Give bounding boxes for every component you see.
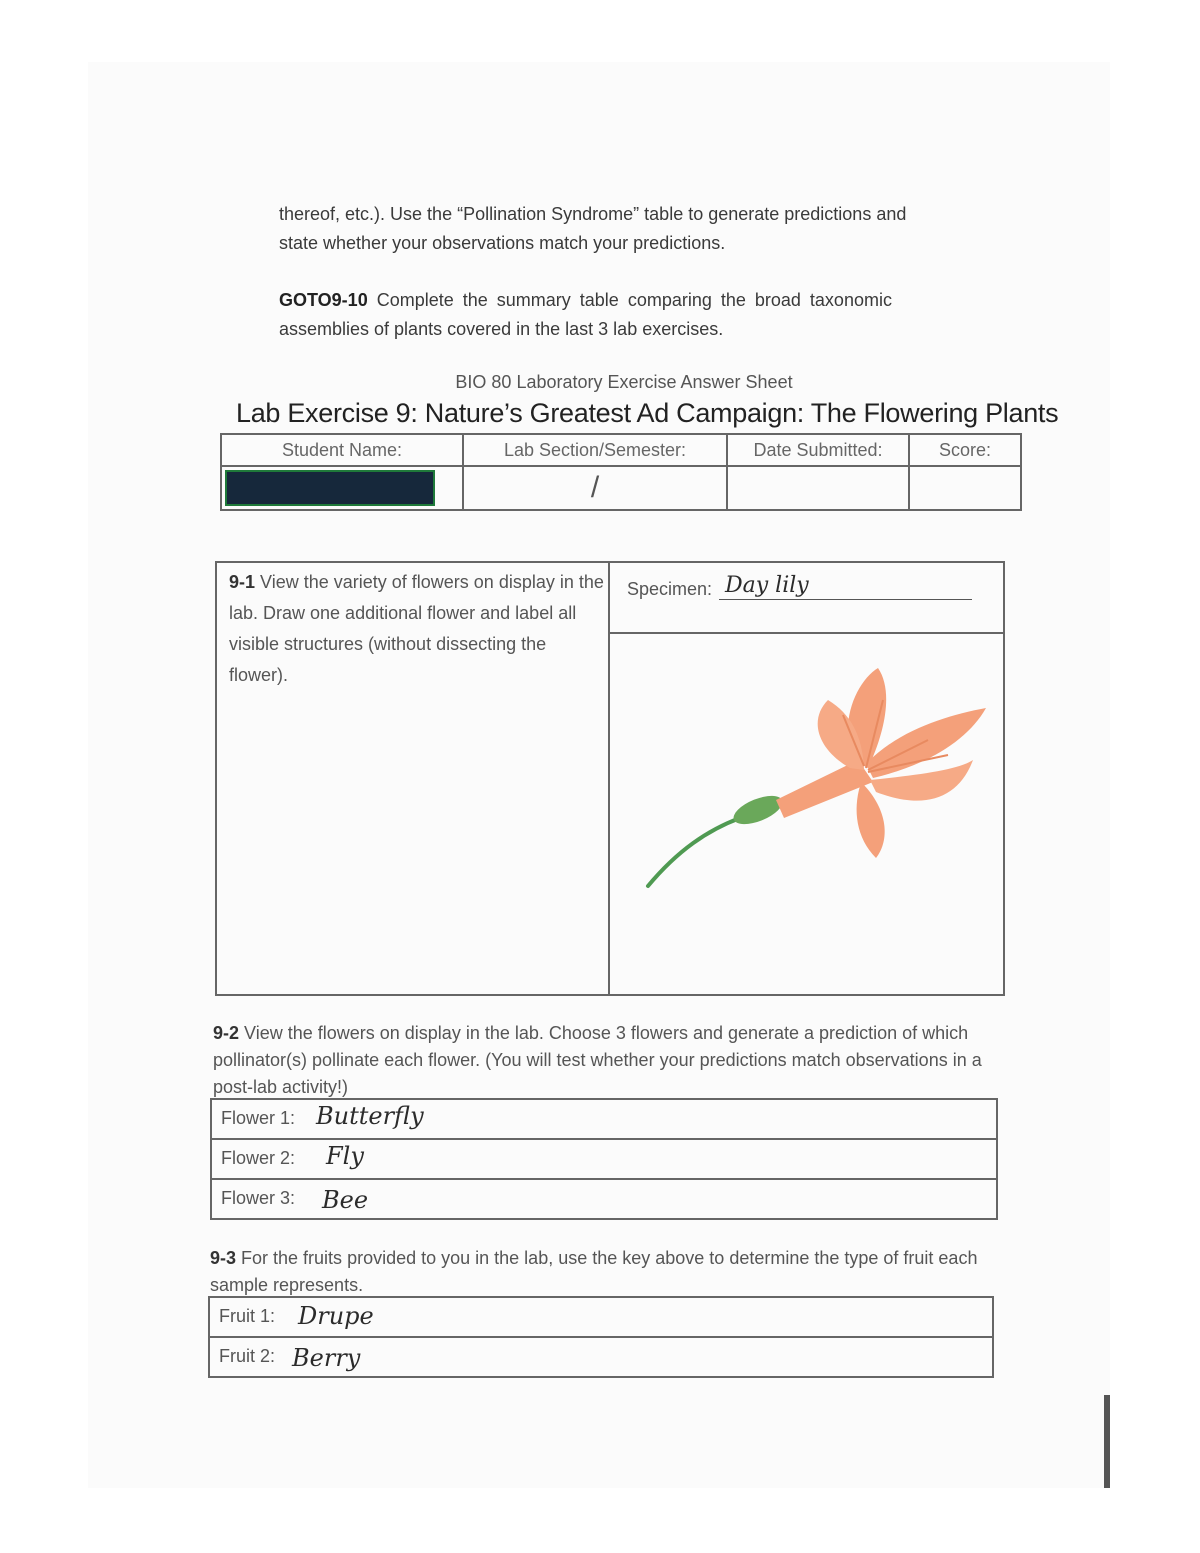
flower-answer: Bee [322, 1186, 369, 1214]
goto-text-1: Complete the summary table comparing the broad taxonomic [376, 290, 892, 310]
fruit-label: Fruit 1: [219, 1306, 276, 1326]
fruit-table [208, 1296, 994, 1378]
info-value-row [221, 466, 1021, 510]
flower-row [212, 1180, 996, 1220]
score-cell [909, 466, 1021, 510]
flower-row [212, 1140, 996, 1180]
question-9-3-number: 9-3 [210, 1248, 237, 1268]
question-9-1-text [229, 567, 605, 691]
specimen-label: Specimen: [627, 579, 713, 599]
fruit-row [210, 1338, 992, 1378]
fruit-label: Fruit 2: [219, 1346, 276, 1366]
goto-paragraph [279, 286, 959, 344]
date-submitted-cell [727, 466, 909, 510]
info-header-row [221, 434, 1021, 466]
fruit-answer: Drupe [298, 1302, 374, 1330]
specimen-answer: Day lily [725, 573, 809, 598]
flower-row [212, 1100, 996, 1140]
petal-bottom [857, 784, 885, 858]
scan-edge-shadow [1104, 1395, 1110, 1488]
flower-label: Flower 3: [221, 1188, 296, 1208]
question-9-2-number: 9-2 [213, 1023, 240, 1043]
goto-line-1 [279, 286, 959, 315]
fruit-row [210, 1298, 992, 1338]
flower-label: Flower 1: [221, 1108, 296, 1128]
score-header: Score: [909, 434, 1021, 466]
question-9-2-text [213, 1020, 1003, 1101]
question-9-1-body: View the variety of flowers on display in the lab. Draw one additional flower and label all visible structures (without dissecting the flower). [229, 572, 604, 685]
redaction-block [225, 470, 435, 506]
pollinator-table [210, 1098, 998, 1220]
flower-answer: Fly [326, 1142, 364, 1170]
goto-line-2: assemblies of plants covered in the last 3 lab exercises. [279, 319, 724, 339]
fruit-answer: Berry [292, 1344, 361, 1372]
specimen-divider [610, 632, 1003, 634]
lab-section-header: Lab Section/Semester: [463, 434, 727, 466]
intro-paragraph [279, 200, 959, 258]
question-9-1-number: 9-1 [229, 572, 256, 592]
question-9-2-body: View the flowers on display in the lab. Choose 3 flowers and generate a prediction of which pollinator(s) pollinate each flower. (You will test whether your predictions match observations in a post-lab activity!) [213, 1023, 982, 1097]
student-info-table [220, 433, 1022, 511]
lab-section-value: / [590, 471, 600, 504]
day-lily-drawing [628, 660, 998, 900]
page-title: Lab Exercise 9: Nature’s Greatest Ad Campaign: The Flowering Plants [236, 398, 1059, 428]
specimen-underline [719, 599, 972, 600]
student-name-header: Student Name: [221, 434, 463, 466]
sheet-subtitle: BIO 80 Laboratory Exercise Answer Sheet [455, 372, 793, 392]
student-name-cell [221, 466, 463, 510]
lab-section-cell [463, 466, 727, 510]
date-submitted-header: Date Submitted: [727, 434, 909, 466]
flower-answer: Butterfly [316, 1102, 424, 1130]
question-9-3-body: For the fruits provided to you in the lab, use the key above to determine the type of fruit each sample represents. [210, 1248, 978, 1295]
column-divider [608, 563, 610, 994]
flower-stem [648, 818, 740, 886]
intro-line-1: thereof, etc.). Use the “Pollination Syndrome” table to generate predictions and [279, 204, 907, 224]
flower-label: Flower 2: [221, 1148, 296, 1168]
question-9-3-text [210, 1245, 1000, 1299]
intro-line-2: state whether your observations match your predictions. [279, 233, 726, 253]
flower-ovary [730, 790, 786, 830]
goto-code: GOTO9-10 [279, 290, 368, 310]
